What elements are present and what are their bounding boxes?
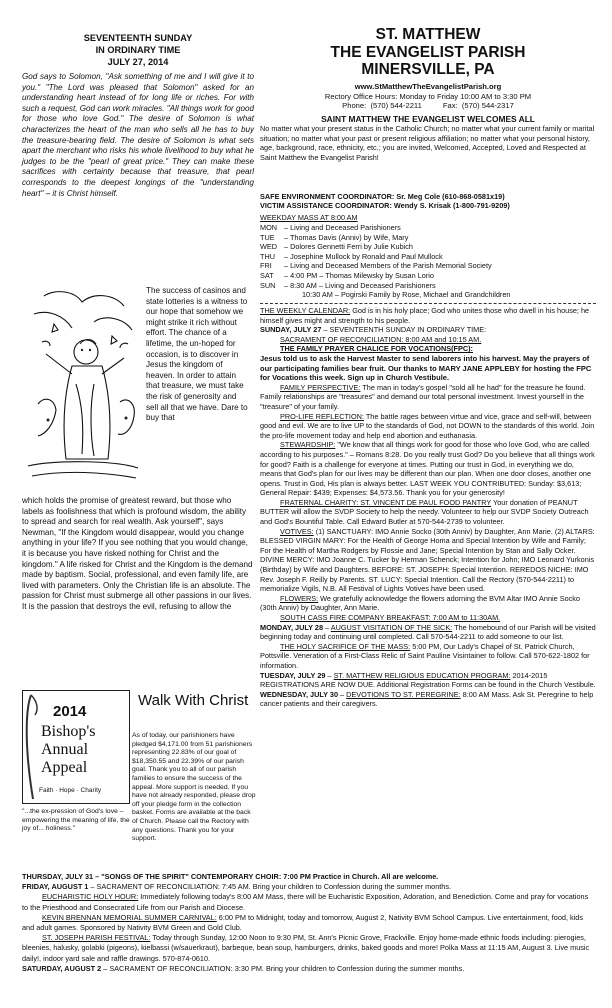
fraternal-charity (260, 498, 596, 527)
kevin-brennan-carnival (22, 913, 596, 933)
mass-row (260, 281, 596, 291)
reflection-text: God says to Solomon, "Ask something of me and I will give it to you." "The Lord was pleased that Solomon" asked for an understanding heart instead of for long life or riches. For with such a request, God can work miracles. "All things work for good for those who love God." The desire of Solomon is what characterizes the heart of the man who sells all he has to buy the treasure-bearing field. The desire of Solomon is what sets apart the merchant who risks his whole livelihood to buy what he judges to be the "pearl of great price." They can make these sacrifices with certainty because that treasure, that pearl corresponds to the deepest longings of the "understanding heart" – it is Christ himself. (22, 72, 254, 198)
mass-intention: – 8:30 AM – Living and Deceased Parishioners (284, 280, 436, 290)
parish-name-line1: ST. MATTHEW (375, 26, 481, 43)
holy-text: 5:00 PM, Our Lady's Chapel of St. Patrick Church, Pottsville. Veneration of a First-Class Relic of Saint Pauline Visintainer to follow. Call 570-622-1802 for information. (260, 641, 590, 670)
left-title-line1: SEVENTEENTH SUNDAY (83, 33, 193, 43)
mass-row (260, 261, 596, 271)
saturday-label: SATURDAY, AUGUST 2 (22, 963, 102, 973)
welcome-text: No matter what your present status in the Catholic Church; no matter what your current family or marital situation; no matter what your past or present religious affiliation; no matter what your personal history, age, background, race, ethnicity, etc.; you are invited, Welcomed, Accepted, Loved and Respected at Saint Matthew the Evangelist Parish! (260, 124, 595, 162)
kevin-text: 6:00 PM to Midnight, today and tomorrow, August 2, Nativity BVM School Campus. Live entertainment, food, kids and adult games. Sponsored by Nativity BVM Green and Gold Club. (22, 912, 583, 933)
weekday-mass-title: WEEKDAY MASS AT 8:00 AM (260, 213, 358, 222)
fpc-title: THE FAMILY PRAYER CHALICE FOR VOCATIONS(FPC): (280, 344, 473, 354)
bishops-appeal-logo (22, 690, 130, 804)
side-text: The success of casinos and state lotteries is a witness to our hope that somehow we might strike it rich without effort. The chance of a lifetime, the un-hoped for occasion, is to discover in Jesus the kingdom of heaven. In order to attain that treasure, we must take the risk of generosity and sell all that we have. Dare to buy that (146, 286, 248, 423)
mass-sunday-second: 10:30 AM – Pogirski Family by Rose, Michael and Grandchildren (302, 290, 511, 300)
votives (260, 527, 596, 594)
left-footnote: "...the ex-pression of God's love – empowering the meaning of life, the joy of... holiness." (22, 808, 130, 833)
appeal-title (41, 723, 95, 777)
mass-day: MON (260, 223, 278, 232)
holy-sacrifice (260, 642, 596, 671)
saturday-entry (22, 964, 596, 974)
stewardship-text: "We know that all things work for good for those who love God, who are called according to his purposes." – Romans 8:28. Do you really trust God? Do you believe that all things work for good? Faith is a challenge for everyone at times. Putting our trust in God, in everything we do, means that God's plan for our lives may be different than our plan. When one door closes, another one opens. Trust in God, His plan is always better. LAST WEEK YOU CONTRIBUTED: Sunday: $3,613; General Repair: $439; Expenses: $4,573.56. Thank you for your generosity! (260, 440, 595, 498)
prolife-text: The battle rages between virtue and vice, grace and self-will, between good and evil. We are to live UP to the standards of God, not DOWN to the standards of this world. Join the pro-life movement today and help end abortion and euthanasia. (260, 411, 595, 440)
family-perspective (260, 383, 596, 412)
appeal-year: 2014 (53, 703, 87, 720)
monday-text: The homebound of our Parish will be visited beginning today and continuing until completed. Call 570-544-2211 to add someone to our list. (260, 622, 596, 642)
stewardship-label: STEWARDSHIP: (280, 440, 336, 450)
mass-row (260, 233, 596, 243)
tuesday-text: 2014-2015 REGISTRATIONS ARE NOW DUE. Additional Registration Forms can be found in the Church Vestibule. (260, 670, 596, 690)
family-text: The man in today's gospel "sold all he had" for the treasure he found. Family relationships are "treasures" and demand our total personal investment. Invest yourself in the "treasure" of your family. (260, 382, 586, 411)
section-divider (260, 303, 596, 304)
safe-environment: SAFE ENVIRONMENT COORDINATOR: Sr. Meg Cole (610-868-0581x19) (260, 192, 505, 201)
walk-with-christ-title: Walk With Christ (138, 692, 249, 709)
parish-name-line2: THE EVANGELIST PARISH (330, 43, 526, 61)
mass-day: TUE (260, 232, 275, 242)
weekly-calendar (260, 306, 596, 709)
jesus-engraving-icon (24, 284, 142, 484)
left-title (22, 32, 254, 68)
wednesday-text: 8:00 AM Mass. Ask St. Peregrine to help cancer patients and their caregivers. (260, 689, 594, 709)
saturday-text: – SACRAMENT OF RECONCILIATION: 3:30 PM. Bring your children to Confession during the summer months. (103, 963, 465, 973)
picnic-label: ST. JOSEPH PARISH FESTIVAL: (42, 933, 151, 943)
euch-text: Immediately following today's 8:00 AM Mass, there will be Eucharistic Exposition, Adoration, and Benediction. Come and pray for vocations to the Priesthood and Consecrated Life from our Parish and Diocese. (22, 892, 589, 912)
family-label: FAMILY PERSPECTIVE: (280, 382, 361, 392)
parish-header (258, 26, 598, 79)
calendar-intro (260, 306, 596, 325)
office-hours: Rectory Office Hours: Monday to Friday 10:00 AM to 3:30 PM (324, 92, 532, 101)
mass-intention: – Josephine Mullock by Ronald and Paul Mullock (284, 251, 443, 261)
mass-intention: – Living and Deceased Parishioners (284, 223, 401, 232)
sunday-sub: – SEVENTEENTH SUNDAY IN ORDINARY TIME: (323, 325, 487, 335)
mass-day: SAT (260, 270, 274, 280)
left-title-date: JULY 27, 2014 (107, 57, 169, 67)
monday-label: MONDAY, JULY 28 (260, 622, 323, 632)
mass-intention: – Living and Deceased Members of the Parish Memorial Society (284, 261, 492, 271)
wednesday-entry: WEDNESDAY, JULY 30 – DEVOTIONS TO ST. PEREGRINE: 8:00 AM Mass. Ask St. Peregrine to help cancer patients and their caregivers. (260, 689, 594, 709)
tuesday-label: TUESDAY, JULY 29 (260, 670, 326, 680)
calendar-intro-text: God is in his holy place; God who unites those who dwell in his house; he himself gives might and strength to his people. (260, 306, 590, 325)
calendar-title: THE WEEKLY CALENDAR: (260, 306, 351, 315)
monday-entry: MONDAY, JULY 28 – AUGUST VISITATION OF THE SICK: The homebound of our Parish will be visited beginning today and continuing until completed. Call 570-544-2211 to add someone to our list. (260, 622, 596, 642)
mass-row (260, 242, 596, 252)
mass-schedule (260, 223, 596, 300)
left-body-text: which holds the promise of greatest reward, but those who labels as foolishness that which is profound wisdom, the ability to spread and search for real wealth. Ask yourself", says Newman, "If the Kingdom would disappear, would you change anything in your life? If you see nothing that you would change, it is because you have risked nothing for Christ and the kingdom." A life risked for Christ and the Kingdom is the demand made by baptism. Social, professional, and even family life, are lived with parameters. Only the Christian life is an absolute. The passion for Christ must submerge all other passions in our lives. It is the passion that destroys the evil, refusing to allow the (22, 496, 253, 611)
friday-entry (22, 882, 596, 892)
tuesday-title: ST. MATTHEW RELIGIOUS EDUCATION PROGRAM: (333, 670, 511, 680)
votives-text: (1) SANCTUARY: IMO Annie Socko (30th Anniv) by Daughter, Ann Marie. (2) ALTARS: BLESSED VIRGIN MARY: For the Health of George Homa and Special Intention by Wife and Family; For the Health of Martha Rodgers by Flossie and Jane; Special Intention by Stan and Sally Ocker. DIVINE MERCY: IMO Joanne C. Tucker by Herman Schenck; Intention for John; IMO Leonard Yurkonis (Birthday) by Wife and Daughters. BEFORE: ST. JOSEPH: Special Intention. REREDOS NICHE: IMO Rev. Joseph F. Reilly by Parents. ST. LUCY: Special Intention. Call the Rectory (570-544-2211) to memorialize Vigils, N.B. All Festival of Lights Votives have been used. (260, 526, 595, 594)
phone-fax: Phone: (570) 544-2211 Fax: (570) 544-2317 (342, 101, 514, 110)
friday-text: – SACRAMENT OF RECONCILIATION: 7:45 AM. Bring your children to Confession during the summer months. (90, 882, 452, 892)
fraternal-label: FRATERNAL CHARITY: ST. VINCENT DE PAUL FOOD PANTRY (280, 497, 492, 507)
kevin-label: KEVIN BRENNAN MEMORIAL SUMMER CARNIVAL: (42, 912, 217, 922)
mass-intention: – 4:00 PM – Thomas Milewsky by Susan Lorio (284, 270, 434, 280)
bottom-calendar (22, 872, 596, 974)
appeal-update-text: As of today, our parishioners have pledged $4,171.00 from 51 parishioners representing 22.83% of our goal of $18,350.55 and 22.39% of our parish goal. Thank you to all of our parish families to ensure the success of the appeal. More support is needed. If you have not already responded, please drop off your pledge form in the collection basket. Forms are available at the back of Church. Please call the Rectory with any questions. Thank you for your support. (132, 732, 256, 843)
euch-label: EUCHARISTIC HOLY HOUR: (42, 892, 139, 902)
tuesday-entry: TUESDAY, JULY 29 – ST. MATTHEW RELIGIOUS EDUCATION PROGRAM: 2014-2015 REGISTRATIONS ARE NOW DUE. Additional Registration Forms can be found in the Church Vestibule. (260, 670, 596, 690)
fpc-text: Jesus told us to ask the Harvest Master to send laborers into his harvest. May the prayers of our participating families bear fruit. Our thanks to MARY JANE APPLEBY for hosting the FPC for Vocations this week. Sign up in Church Vestibule. (260, 353, 592, 383)
mass-intention: – Dolores Gennetti Ferri by Julie Kubich (284, 242, 413, 252)
mass-day: WED (260, 242, 278, 252)
victim-assistance: VICTIM ASSISTANCE COORDINATOR: Wendy S. Krisak (1-800-791-9209) (260, 201, 510, 210)
appeal-line3: Appeal (41, 759, 88, 776)
prolife-label: PRO-LIFE REFLECTION: (280, 411, 364, 421)
sunday-reconciliation: SACRAMENT OF RECONCILIATION: 8:00 AM and 10:15 AM. (280, 334, 482, 344)
sunday-heading (260, 325, 596, 335)
jesus-engraving (24, 284, 142, 484)
wednesday-label: WEDNESDAY, JULY 30 (260, 689, 339, 699)
appeal-motto: Faith · Hope · Charity (39, 787, 102, 794)
breakfast: SOUTH CASS FIRE COMPANY BREAKFAST: 7:00 AM to 11:30AM. (280, 613, 501, 622)
welcome-title: SAINT MATTHEW THE EVANGELIST WELCOMES ALL (321, 114, 535, 124)
prolife-reflection (260, 412, 596, 441)
st-joseph-festival (22, 933, 596, 964)
mass-row (260, 252, 596, 262)
appeal-line1: Bishop's (41, 723, 96, 740)
holy-label: THE HOLY SACRIFICE OF THE MASS: (280, 641, 411, 651)
mass-day: SUN (260, 280, 276, 290)
stewardship (260, 440, 596, 498)
parish-website: www.StMatthewTheEvangelistParish.org (354, 82, 502, 91)
flowers-text: We gratefully acknowledge the flowers adorning the BVM Altar IMO Annie Socko (30th Anniv) by Daughter, Ann Marie. (260, 593, 580, 613)
picnic-text: Today through Sunday, 12:00 Noon to 9:30 PM, St. Ann's Picnic Grove, Frackville. Enjoy home-made ethnic foods including: pierogies, bleenies, halusky, golabki (pigeons), kielbassi (w/sauerkraut), barbeque, bean soup, hamburgers, drinks, baked goods and more! Polka Mass at 11:15 AM, August 3. Live music daily!, indoor yard sale and raffle drawings. 570-874-0610. (22, 933, 590, 963)
friday-label: FRIDAY, AUGUST 1 (22, 882, 89, 892)
flowers (260, 594, 596, 613)
thursday-entry: THURSDAY, JULY 31 – "SONGS OF THE SPIRIT" CONTEMPORARY CHOIR: 7:00 PM Practice in Church. All are welcome. (22, 872, 439, 881)
eucharistic-holy-hour (22, 892, 596, 912)
left-title-line2: IN ORDINARY TIME (95, 45, 181, 55)
mass-row (260, 271, 596, 281)
fraternal-text: Your donation of PEANUT BUTTER will allow the SVDP Society to help the needy. Volunteer to help our SVDP Society Outreach and God's Bountiful Table. Call Edward Butler at 570-544-2739 to volunteer. (260, 497, 589, 527)
wednesday-title: DEVOTIONS TO ST. PEREGRINE: (346, 689, 461, 699)
votives-label: VOTIVES: (280, 526, 314, 536)
mass-day: FRI (260, 261, 272, 271)
appeal-line2: Annual (41, 741, 89, 758)
monday-title: AUGUST VISITATION OF THE SICK: (330, 622, 453, 632)
sunday-label: SUNDAY, JULY 27 (260, 325, 322, 335)
flowers-label: FLOWERS: (280, 593, 319, 603)
mass-row (260, 223, 596, 233)
mass-day: THU (260, 251, 275, 261)
parish-town: MINERSVILLE, PA (361, 61, 495, 78)
mass-intention: – Thomas Davis (Anniv) by Wife, Mary (284, 232, 409, 242)
